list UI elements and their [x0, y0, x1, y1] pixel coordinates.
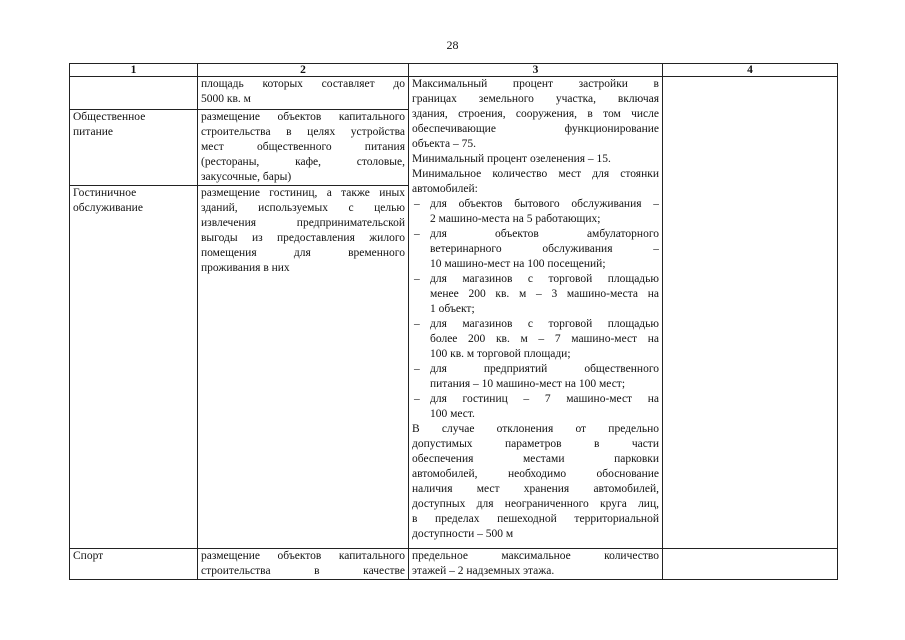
- page-number: 28: [446, 38, 459, 52]
- dash-icon: –: [414, 273, 420, 285]
- text-line: проживания в них: [201, 262, 290, 274]
- text-line: Максимальный процент застройки в: [412, 78, 659, 90]
- row1-col2: [198, 77, 409, 110]
- text-line: объекта – 75.: [412, 138, 476, 150]
- text-line: размещение объектов капитального: [201, 550, 405, 562]
- text-line: наличия мест хранения автомобилей,: [412, 483, 659, 495]
- text-line: 10 машино-мест на 100 посещений;: [430, 258, 606, 270]
- row1-col1: [70, 77, 198, 110]
- text-line: помещения для временного: [201, 247, 405, 259]
- text-line: для гостиниц – 7 машино-мест на: [430, 393, 659, 405]
- text-line: размещение гостиниц, а также иных: [201, 187, 405, 199]
- dash-icon: –: [414, 363, 420, 375]
- text-line: 100 кв. м торговой площади;: [430, 348, 571, 360]
- text-line: этажей – 2 надземных этажа.: [412, 565, 555, 577]
- text-line: для предприятий общественного: [430, 363, 659, 375]
- text-line: питание: [73, 126, 113, 138]
- text-line: В случае отклонения от предельно: [412, 423, 659, 435]
- row2-col2: [198, 110, 409, 186]
- parking-item: [412, 197, 659, 227]
- table-row: [70, 549, 838, 580]
- text-line: закусочные, бары): [201, 171, 292, 183]
- dash-icon: –: [414, 198, 420, 210]
- text-line: допустимых параметров в части: [412, 438, 659, 450]
- regulation-table: [69, 63, 838, 580]
- row-group-col3: [409, 77, 663, 549]
- parking-item: [412, 362, 659, 392]
- row-group-col4: [663, 77, 838, 549]
- dash-icon: –: [414, 318, 420, 330]
- text-line: размещение объектов капитального: [201, 111, 405, 123]
- text-line: обеспечения местами парковки: [412, 453, 659, 465]
- row4-col4: [663, 549, 838, 580]
- text-line: извлечения предпринимательской: [201, 217, 405, 229]
- text-line: для объектов амбулаторного: [430, 228, 659, 240]
- text-line: границах земельного участка, включая: [412, 93, 659, 105]
- table-row: [70, 77, 838, 110]
- text-line: мест общественного питания: [201, 141, 405, 153]
- header-col-3: 3: [409, 64, 663, 77]
- text-line: обеспечивающие функционирование: [412, 123, 659, 135]
- text-line: здания, строения, сооружения, в том числе: [412, 108, 659, 120]
- text-line: строительства в целях устройства: [201, 126, 405, 138]
- header-row: [70, 64, 838, 77]
- text-line: Спорт: [73, 550, 104, 562]
- text-line: для объектов бытового обслуживания –: [430, 198, 659, 210]
- header-col-2: 2: [198, 64, 409, 77]
- parking-item: [412, 317, 659, 362]
- row3-col1: [70, 186, 198, 549]
- text-line: менее 200 кв. м – 3 машино-места на: [430, 288, 659, 300]
- text-line: строительства в качестве: [201, 565, 405, 577]
- text-line: Гостиничное: [73, 187, 137, 199]
- text-line: площадь которых составляет до: [201, 78, 405, 90]
- text-line: предельное максимальное количество: [412, 550, 659, 562]
- text-line: 5000 кв. м: [201, 93, 251, 105]
- text-line: более 200 кв. м – 7 машино-мест на: [430, 333, 659, 345]
- header-col-1: 1: [70, 64, 198, 77]
- text-line: для магазинов с торговой площадью: [430, 318, 659, 330]
- text-line: автомобилей, необходимо обоснование: [412, 468, 659, 480]
- parking-item: [412, 392, 659, 422]
- text-line: обслуживание: [73, 202, 143, 214]
- row4-col1: [70, 549, 198, 580]
- text-line: питания – 10 машино-мест на 100 мест;: [430, 378, 626, 390]
- text-line: 100 мест.: [430, 408, 475, 420]
- row2-col1: [70, 110, 198, 186]
- text-line: выгоды из предоставления жилого: [201, 232, 405, 244]
- dash-icon: –: [414, 228, 420, 240]
- text-line: в пределах пешеходной территориальной: [412, 513, 659, 525]
- text-line: доступности – 500 м: [412, 528, 514, 540]
- text-line: ветеринарного обслуживания –: [430, 243, 659, 255]
- text-line: доступных для неограниченного круга лиц,: [412, 498, 659, 510]
- text-line: Общественное: [73, 111, 146, 123]
- row4-col2: [198, 549, 409, 580]
- text-line: автомобилей:: [412, 183, 478, 195]
- text-line: 1 объект;: [430, 303, 475, 315]
- green-percent: Минимальный процент озеленения – 15.: [412, 153, 611, 165]
- dash-icon: –: [414, 393, 420, 405]
- text-line: Минимальное количество мест для стоянки: [412, 168, 659, 180]
- header-col-4: 4: [663, 64, 838, 77]
- text-line: 2 машино-места на 5 работающих;: [430, 213, 601, 225]
- row3-col2: [198, 186, 409, 549]
- text-line: зданий, используемых с целью: [201, 202, 405, 214]
- row4-col3: [409, 549, 663, 580]
- text-line: (рестораны, кафе, столовые,: [201, 156, 405, 168]
- parking-item: [412, 227, 659, 272]
- text-line: для магазинов с торговой площадью: [430, 273, 659, 285]
- parking-item: [412, 272, 659, 317]
